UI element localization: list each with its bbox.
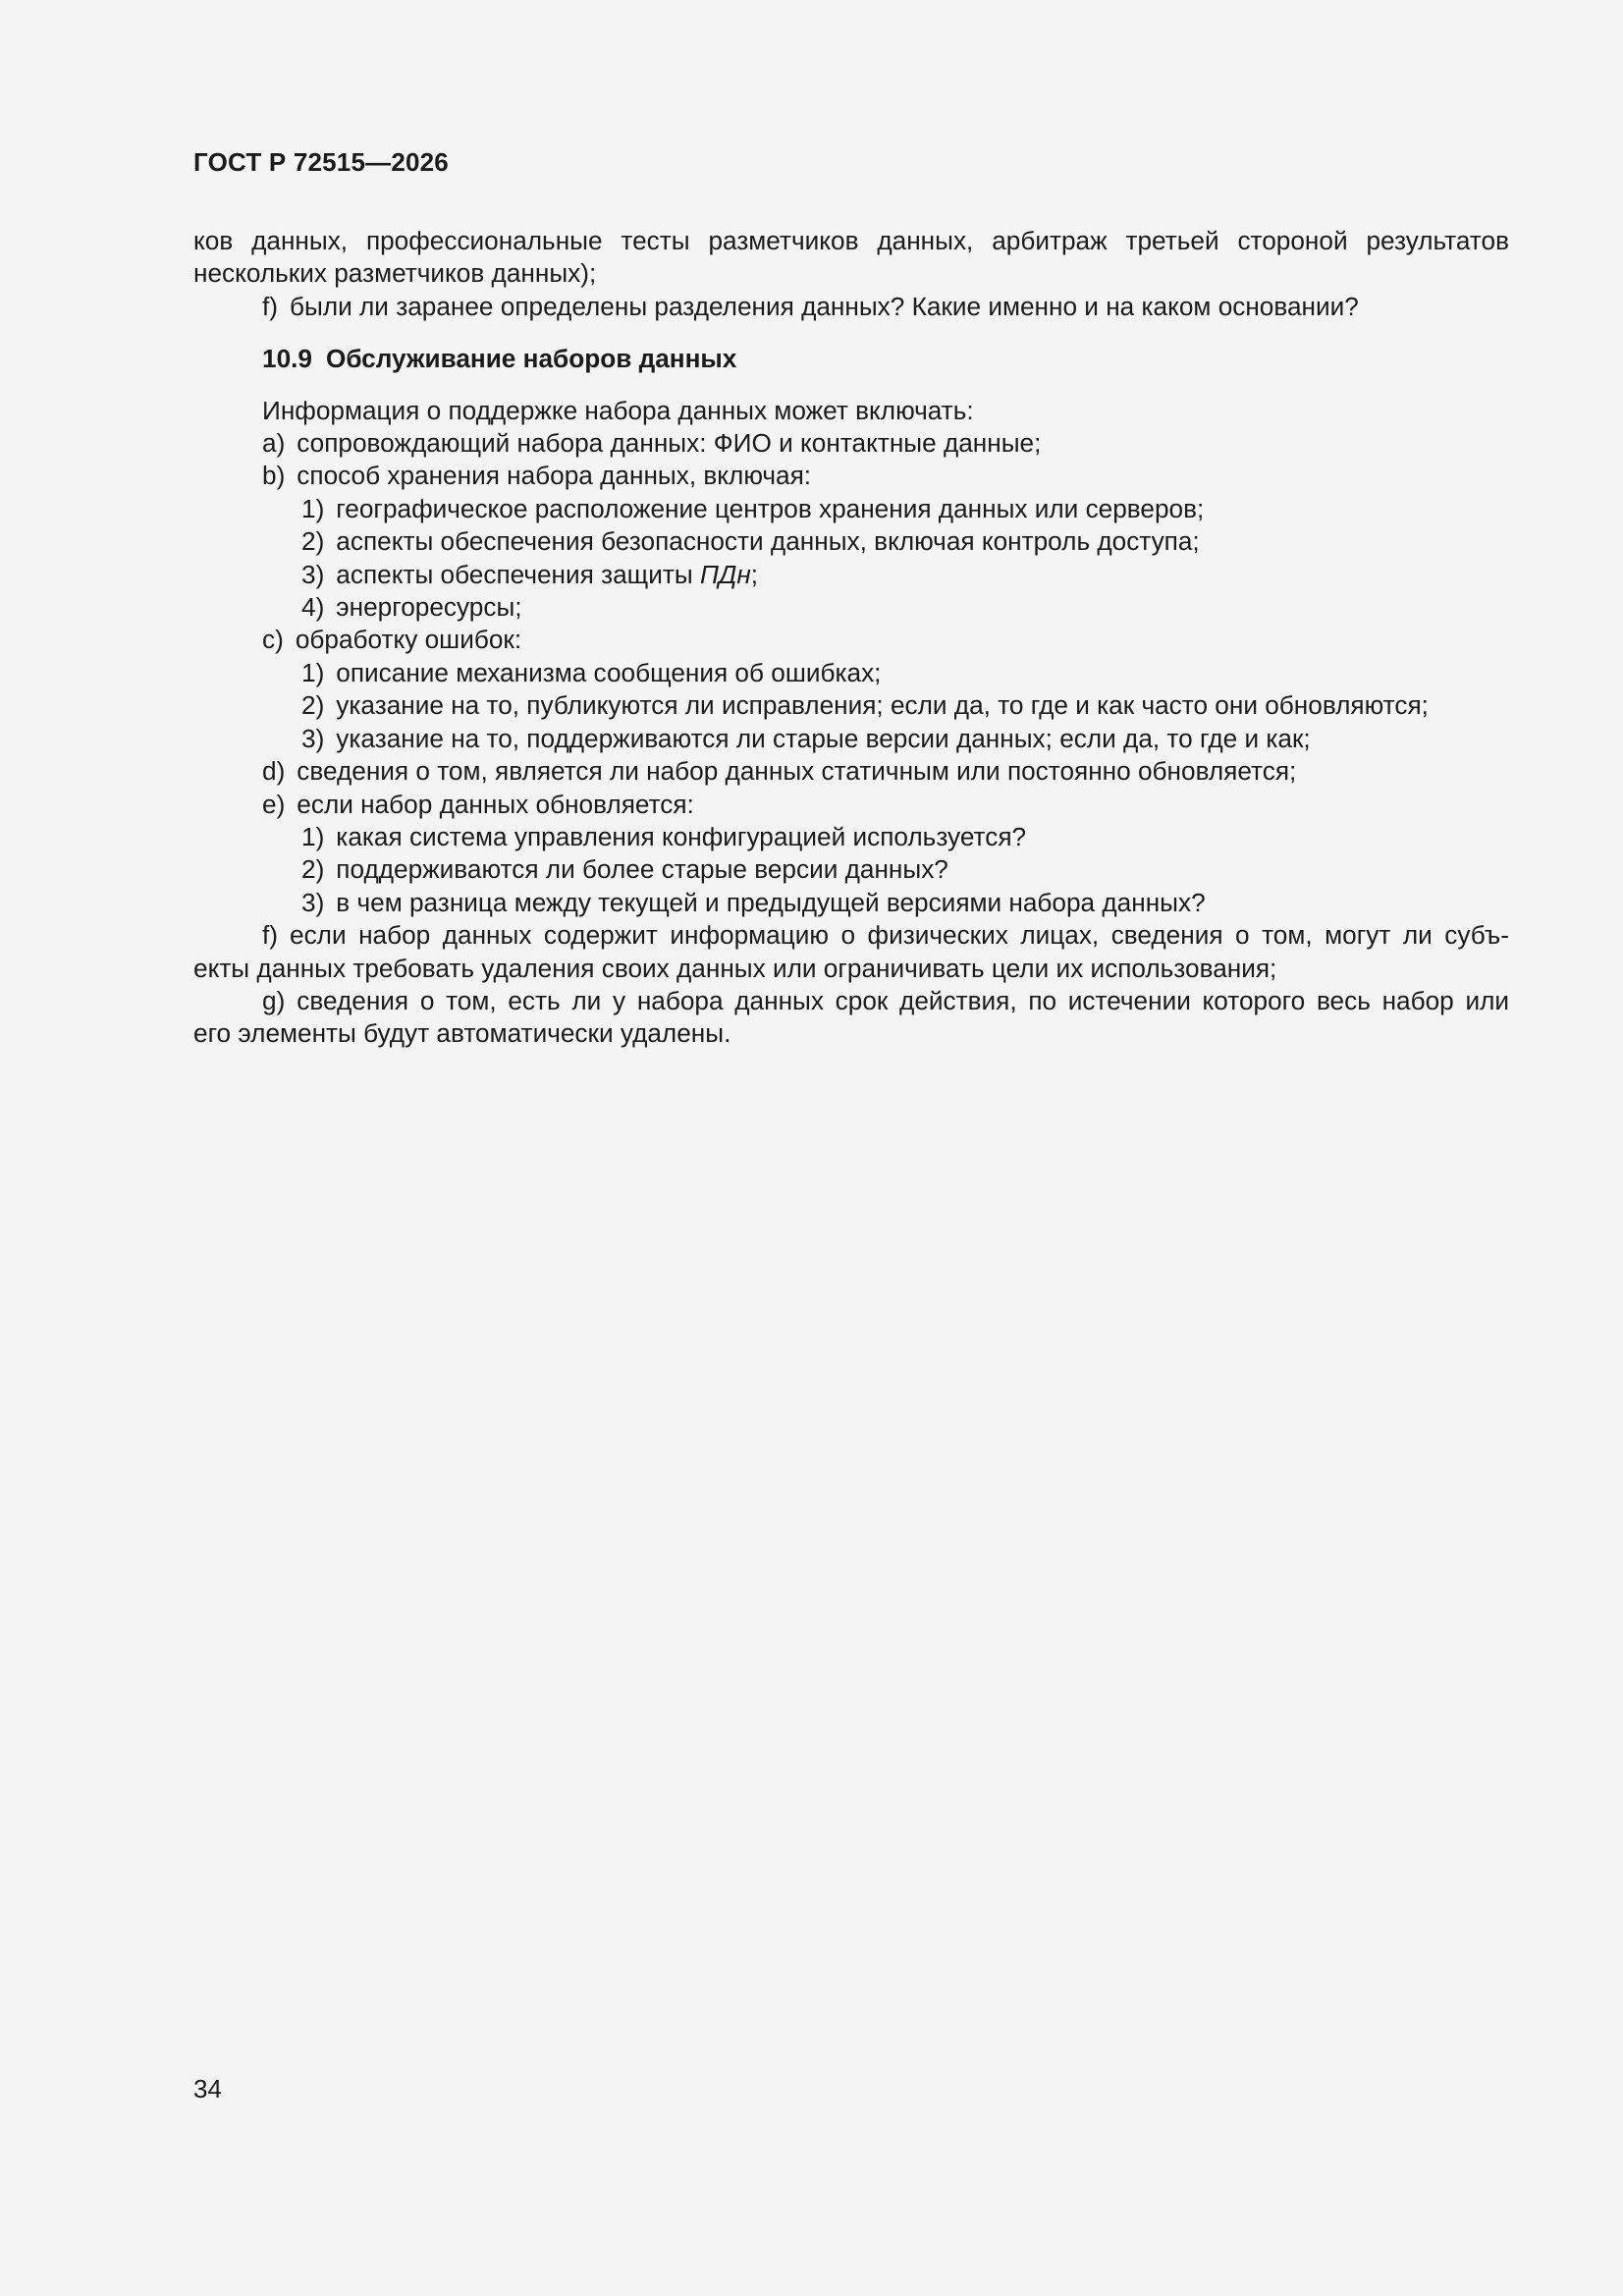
continuation-line-1: ков данных, профессиональные тесты разметчиков данных, арбитраж третьей стороной результатов xyxy=(193,226,1509,255)
list-marker: c) xyxy=(262,625,284,655)
sub-item-text: в чем разница между текущей и предыдущей версиями набора данных? xyxy=(336,887,1206,917)
list-item-text: если набор данных содержит информацию о физических лицах, сведения о том, могут ли субъ- xyxy=(290,920,1509,951)
sub-marker: 1) xyxy=(301,821,325,851)
list-item-a xyxy=(193,427,1509,460)
sub-item-text: аспекты обеспечения безопасности данных, включая контроль доступа; xyxy=(336,526,1200,557)
list-item-g xyxy=(193,985,1509,1017)
sub-item-e-3 xyxy=(193,887,1509,919)
sub-marker: 2) xyxy=(301,690,325,721)
document-body xyxy=(193,225,1509,1051)
sub-marker: 2) xyxy=(301,526,325,557)
abbreviation-pdn: ПДн xyxy=(699,559,751,589)
sub-marker: 1) xyxy=(301,657,325,687)
list-item-text: способ хранения набора данных, включая: xyxy=(297,461,812,491)
sub-item-text: указание на то, поддерживаются ли старые версии данных; если да, то где и как; xyxy=(336,723,1311,753)
list-marker: e) xyxy=(262,789,286,819)
list-marker: f) xyxy=(262,291,278,321)
list-item-e xyxy=(193,789,1509,821)
list-item-f xyxy=(193,919,1509,952)
list-marker: g) xyxy=(262,985,286,1015)
list-item-text: сопровождающий набора данных: ФИО и контактные данные; xyxy=(297,428,1042,459)
sub-item-e-1 xyxy=(193,821,1509,853)
section-title: Обслуживание наборов данных xyxy=(325,344,737,374)
sub-item-c-1 xyxy=(193,657,1509,689)
sub-marker: 3) xyxy=(301,559,325,589)
sub-marker: 4) xyxy=(301,592,325,623)
list-item-b xyxy=(193,460,1509,492)
list-item-text: если набор данных обновляется: xyxy=(297,789,694,819)
list-marker: a) xyxy=(262,428,286,459)
sub-item-text: географическое расположение центров хранения данных или серверов; xyxy=(336,493,1205,523)
sub-item-b-4 xyxy=(193,591,1509,624)
page-number: 34 xyxy=(193,2074,222,2104)
list-marker: d) xyxy=(262,756,286,787)
section-number: 10.9 xyxy=(262,344,312,374)
sub-marker: 1) xyxy=(301,493,325,523)
list-item-text: были ли заранее определены разделения данных? Какие именно и на каком основании? xyxy=(290,291,1359,321)
sub-item-tail: ; xyxy=(750,559,759,589)
sub-item-text: энергоресурсы; xyxy=(336,592,522,623)
sub-item-b-2 xyxy=(193,525,1509,558)
sub-item-b-3 xyxy=(193,559,1509,591)
sub-item-c-3 xyxy=(193,723,1509,755)
list-item-d xyxy=(193,755,1509,788)
sub-marker: 2) xyxy=(301,854,325,885)
list-item-text: сведения о том, является ли набор данных статичным или постоянно обновляется; xyxy=(297,756,1297,787)
document-header: ГОСТ Р 72515—2026 xyxy=(193,147,449,177)
sub-item-text: аспекты обеспечения защиты xyxy=(336,559,693,589)
sub-item-b-1 xyxy=(193,493,1509,525)
sub-item-text: какая система управления конфигурацией используется? xyxy=(336,821,1027,851)
list-item-text: сведения о том, есть ли у набора данных срок действия, по истечении которого весь набор или xyxy=(297,985,1509,1015)
list-item-f-prev xyxy=(193,291,1509,323)
list-marker: f) xyxy=(262,920,278,951)
section-intro: Информация о поддержке набора данных может включать: xyxy=(262,395,974,425)
list-item-f-continuation: екты данных требовать удаления своих данных или ограничивать цели их использования; xyxy=(193,953,1277,983)
section-heading xyxy=(193,343,1509,375)
sub-item-text: указание на то, публикуются ли исправления; если да, то где и как часто они обновляются; xyxy=(336,690,1429,721)
list-item-text: обработку ошибок: xyxy=(295,625,522,655)
sub-marker: 3) xyxy=(301,723,325,753)
sub-item-text: описание механизма сообщения об ошибках; xyxy=(336,657,882,687)
sub-item-text: поддерживаются ли более старые версии данных? xyxy=(336,854,948,885)
continuation-line-2: нескольких разметчиков данных); xyxy=(193,258,597,289)
sub-item-c-2 xyxy=(193,689,1509,722)
sub-item-e-2 xyxy=(193,853,1509,886)
list-item-c xyxy=(193,624,1509,656)
sub-marker: 3) xyxy=(301,887,325,917)
list-item-g-continuation: его элементы будут автоматически удалены. xyxy=(193,1018,731,1049)
list-marker: b) xyxy=(262,461,286,491)
